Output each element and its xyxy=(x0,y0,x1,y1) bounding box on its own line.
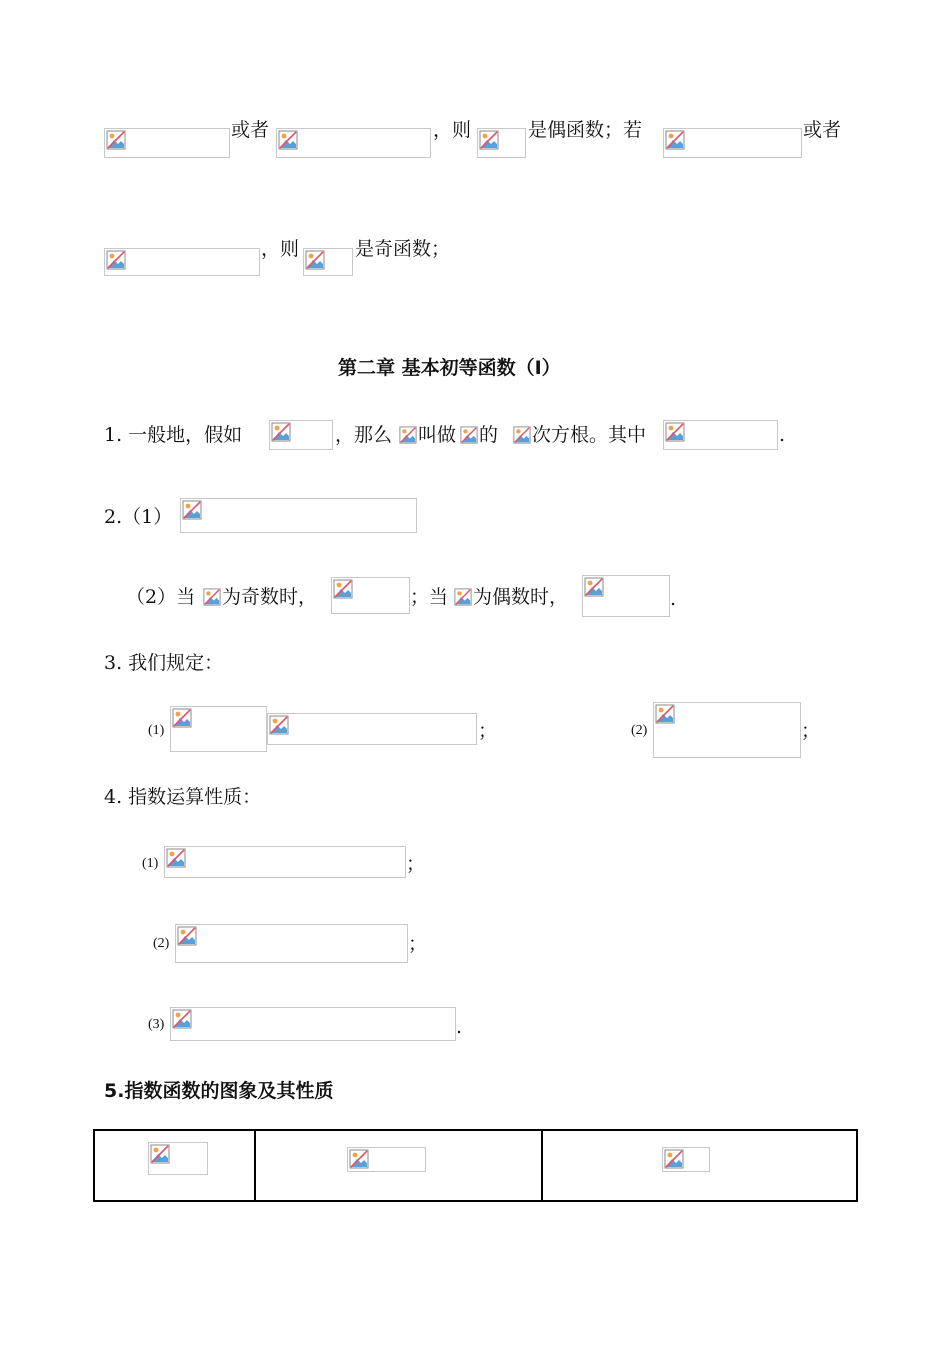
broken-image-icon xyxy=(479,130,499,150)
formula-image xyxy=(148,1142,208,1175)
broken-image-icon xyxy=(278,130,298,150)
item2-when: （2）当 xyxy=(126,586,196,608)
formula-image xyxy=(104,248,260,276)
broken-image-icon xyxy=(269,715,289,735)
formula-image xyxy=(276,128,431,158)
section-5-heading: 5.指数函数的图象及其性质 xyxy=(104,1080,334,1102)
broken-image-icon xyxy=(349,1149,369,1169)
formula-image xyxy=(663,128,802,158)
item2-even: 为偶数时， xyxy=(473,586,569,608)
formula-image xyxy=(180,498,417,533)
formula-image xyxy=(662,1147,710,1172)
item4-prefix: 4. 指数运算性质： xyxy=(104,786,262,808)
text-is-odd: 是奇函数； xyxy=(355,238,451,260)
broken-image-icon xyxy=(513,426,531,444)
formula-image xyxy=(477,128,526,158)
table-divider xyxy=(254,1129,256,1202)
table-divider xyxy=(541,1129,543,1202)
formula-image xyxy=(347,1147,426,1172)
item4-n1: (1) xyxy=(142,856,159,871)
item1-root: 次方根。其中 xyxy=(532,424,647,446)
formula-image xyxy=(653,702,801,758)
broken-image-icon xyxy=(333,579,353,599)
broken-image-icon xyxy=(305,250,325,270)
broken-image-icon xyxy=(271,422,291,442)
text-or: 或者 xyxy=(803,119,842,141)
broken-image-icon xyxy=(454,588,472,606)
formula-image xyxy=(663,420,778,450)
item3-prefix: 3. 我们规定： xyxy=(104,652,224,674)
item4-n2: (2) xyxy=(153,936,170,951)
item4-n3: (3) xyxy=(148,1017,165,1032)
formula-image xyxy=(303,248,353,276)
formula-image xyxy=(582,575,670,617)
chapter-title: 第二章 基本初等函数（Ⅰ） xyxy=(338,357,561,379)
broken-image-icon xyxy=(664,1149,684,1169)
text-then: ，则 xyxy=(261,238,300,260)
formula-image xyxy=(331,577,410,614)
formula-image xyxy=(164,846,406,878)
item1-of: 的 xyxy=(479,424,499,446)
formula-image xyxy=(175,924,408,963)
broken-image-icon xyxy=(655,704,675,724)
item3-semi2: ； xyxy=(801,720,821,742)
item4-end: . xyxy=(456,1016,463,1038)
item3-semi1: ； xyxy=(478,720,498,742)
broken-image-icon xyxy=(203,588,221,606)
item1-end: . xyxy=(779,424,786,446)
item1-prefix: 1. 一般地，假如 xyxy=(104,424,243,446)
broken-image-icon xyxy=(177,926,197,946)
broken-image-icon xyxy=(166,848,186,868)
text-or: 或者 xyxy=(231,119,270,141)
broken-image-icon xyxy=(665,422,685,442)
text-then: ，则 xyxy=(433,119,472,141)
formula-image xyxy=(267,713,477,745)
broken-image-icon xyxy=(584,577,604,597)
formula-image xyxy=(170,706,267,752)
item4-semi2: ； xyxy=(408,933,428,955)
item4-semi1: ； xyxy=(406,853,426,875)
item2-semi-when: ；当 xyxy=(410,586,449,608)
broken-image-icon xyxy=(106,130,126,150)
broken-image-icon xyxy=(172,708,192,728)
item3-n2: (2) xyxy=(631,723,648,738)
broken-image-icon xyxy=(172,1009,192,1029)
broken-image-icon xyxy=(665,130,685,150)
item2-prefix: 2.（1） xyxy=(104,506,173,528)
item1-called: 叫做 xyxy=(418,424,457,446)
formula-image xyxy=(269,420,333,450)
broken-image-icon xyxy=(460,426,478,444)
item3-n1: (1) xyxy=(148,723,165,738)
broken-image-icon xyxy=(150,1144,170,1164)
broken-image-icon xyxy=(182,500,202,520)
formula-image xyxy=(170,1007,456,1041)
item2-end: . xyxy=(670,588,677,610)
formula-image xyxy=(104,128,230,158)
item2-odd: 为奇数时， xyxy=(222,586,318,608)
broken-image-icon xyxy=(106,250,126,270)
item1-then: ，那么 xyxy=(335,424,393,446)
broken-image-icon xyxy=(399,426,417,444)
text-is-even: 是偶函数；若 xyxy=(528,119,643,141)
